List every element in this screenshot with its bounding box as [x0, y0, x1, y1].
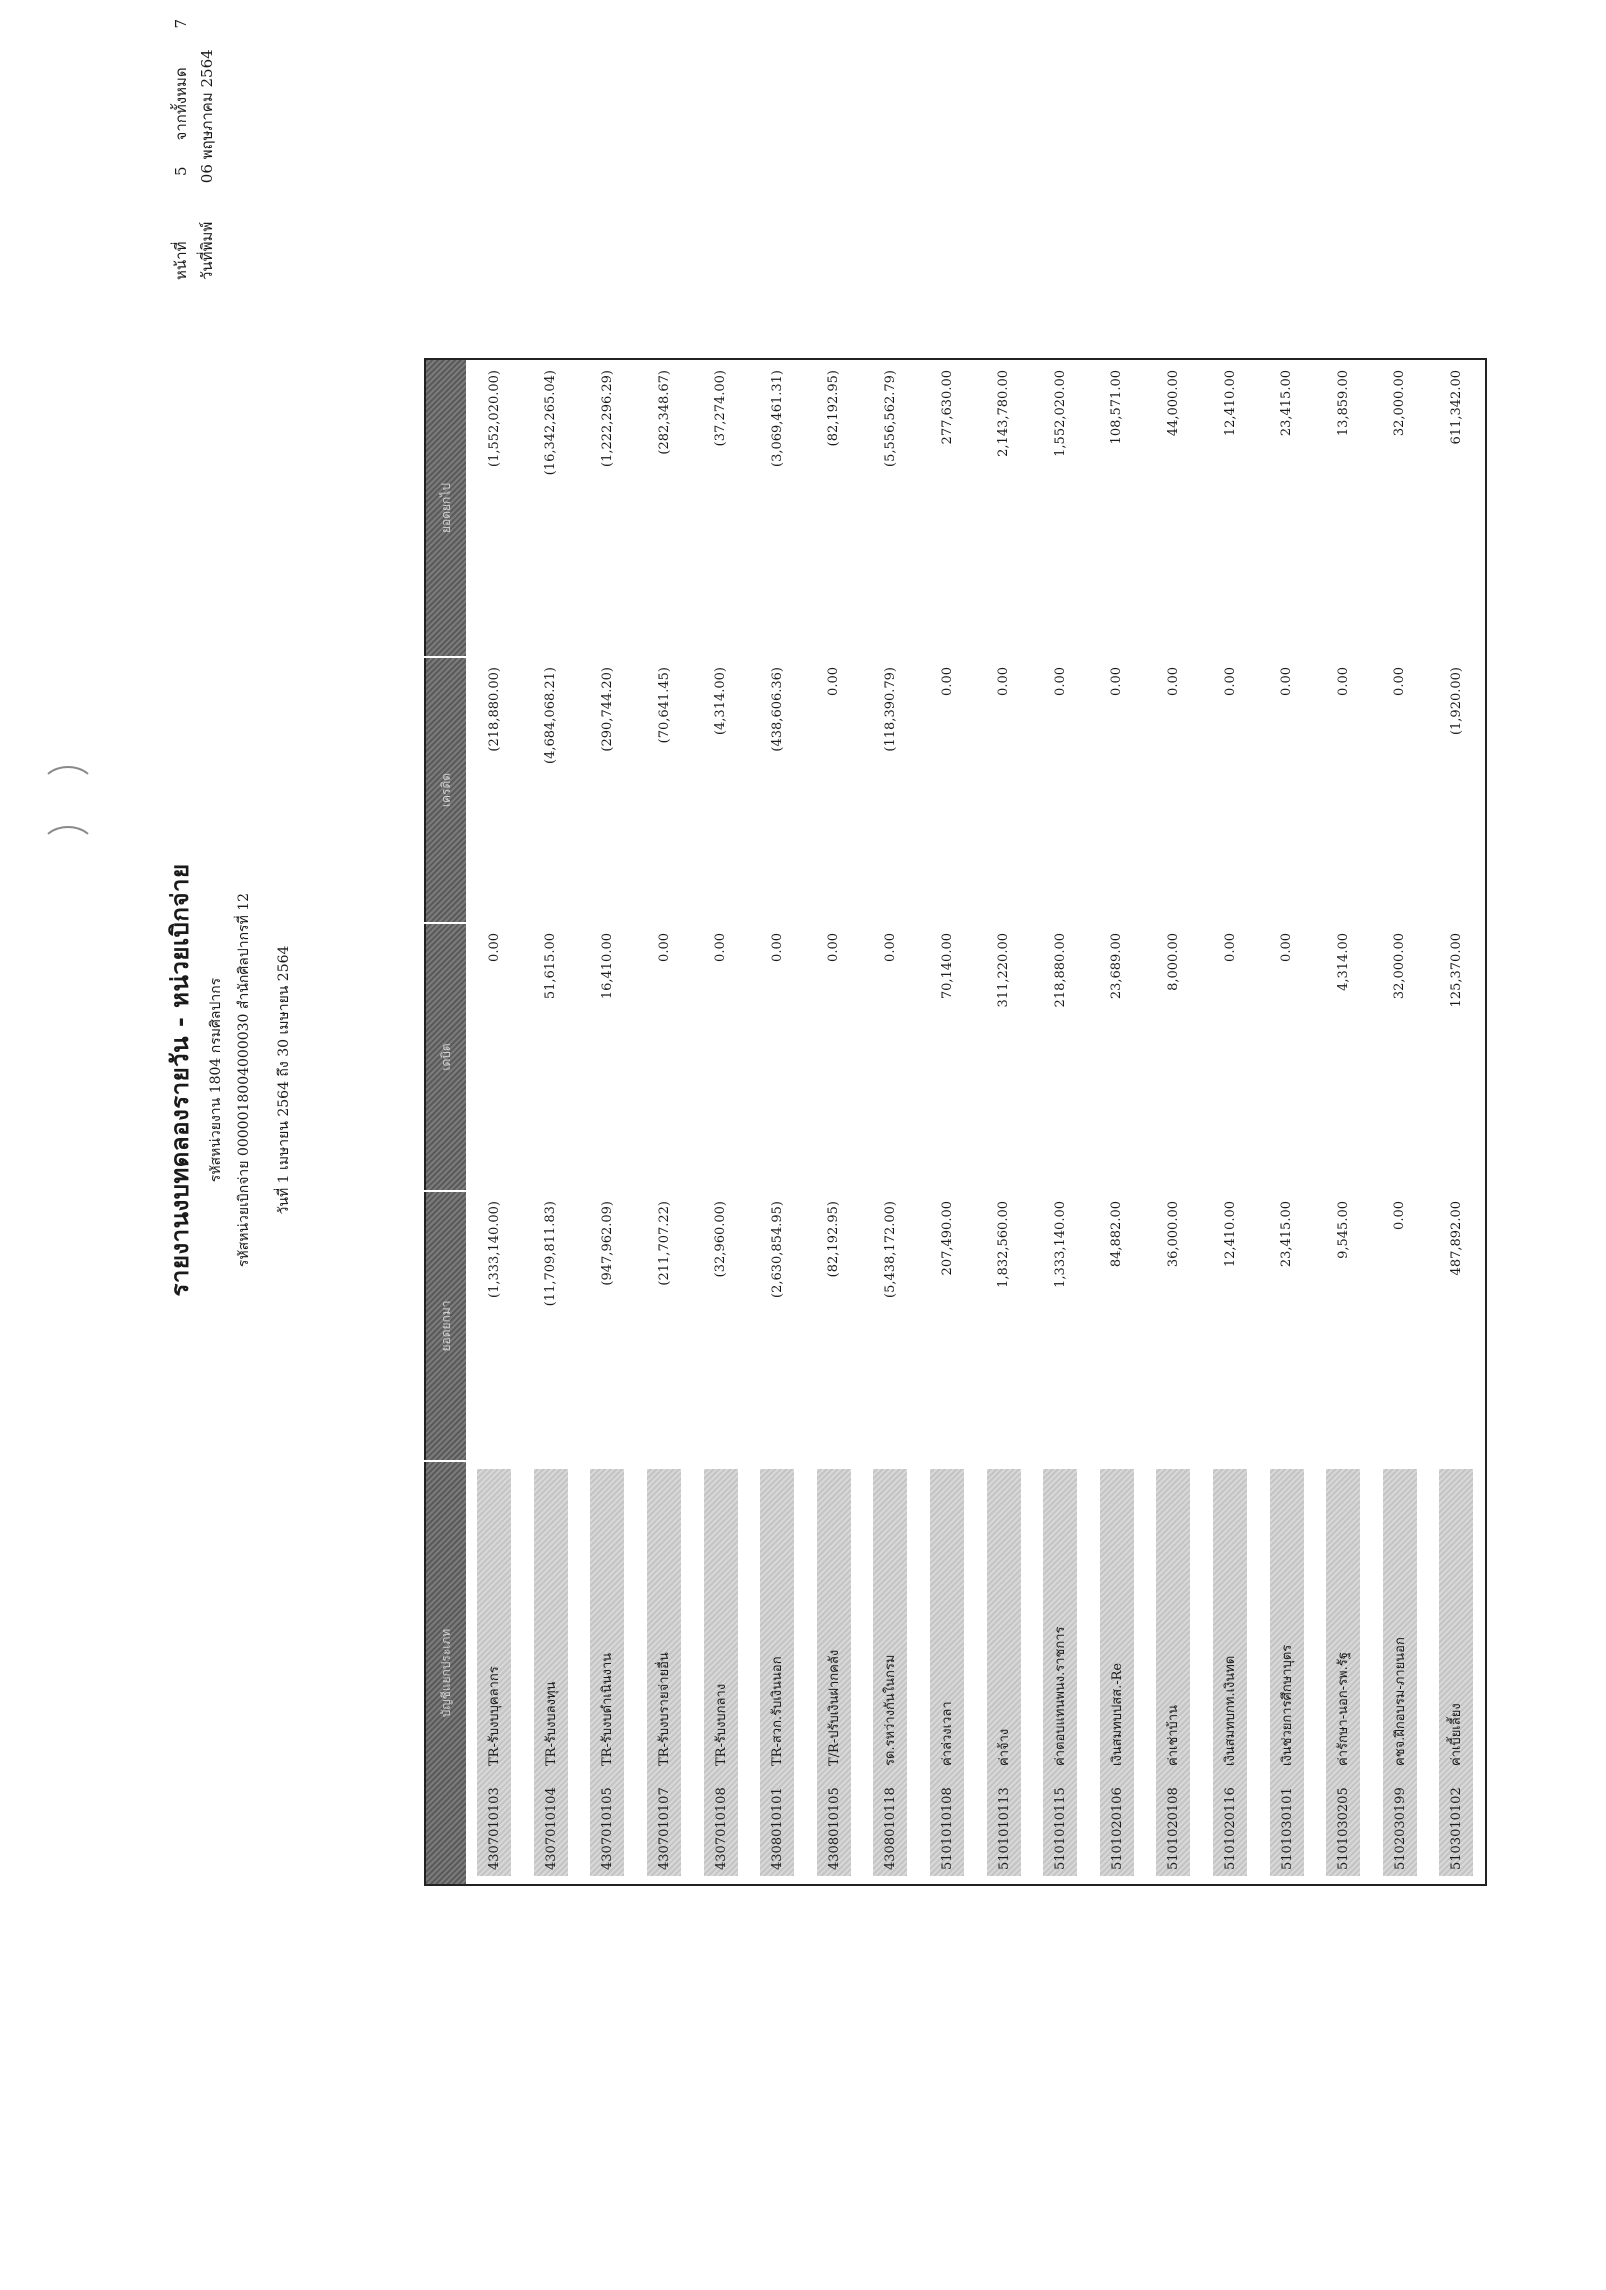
- debit-amount: 8,000.00: [1165, 933, 1181, 991]
- table-row: [1202, 359, 1259, 1885]
- closing-amount: (282,348.67): [656, 370, 672, 455]
- debit-amount: 16,410.00: [599, 933, 615, 1000]
- account-name: คชจ.ฝึกอบรม-ภายนอก: [1392, 1637, 1408, 1766]
- opening-amount: 207,490.00: [939, 1201, 955, 1276]
- closing-amount: (82,192.95): [826, 370, 842, 447]
- closing-amount: 2,143,780.00: [996, 370, 1012, 457]
- account-label: [1270, 1469, 1304, 1876]
- account-name: TR-รับงบกลาง: [713, 1683, 729, 1766]
- table-row: [1428, 359, 1486, 1885]
- credit-amount: (218,880.00): [486, 667, 502, 752]
- debit-amount: 0.00: [882, 933, 898, 962]
- closing-amount: 23,415.00: [1279, 370, 1295, 437]
- punch-hole-mark: [40, 766, 96, 810]
- account-cell: [1202, 1461, 1259, 1885]
- credit-amount: 0.00: [996, 667, 1012, 696]
- header-opening: ยอดยกมา: [425, 1191, 466, 1461]
- account-name: ค่าล่วงเวลา: [940, 1701, 956, 1766]
- credit-amount: 0.00: [1052, 667, 1068, 696]
- account-code: 5102030199: [1392, 1787, 1408, 1870]
- print-date-line: [194, 12, 220, 280]
- closing-amount: 277,630.00: [939, 370, 955, 445]
- account-code: 4308010118: [883, 1787, 899, 1870]
- header-account: บัญชีแยกประเภท: [425, 1461, 466, 1885]
- closing-amount: (1,552,020.00): [486, 370, 502, 467]
- closing-amount: (37,274.00): [713, 370, 729, 447]
- account-code: 4308010105: [826, 1787, 842, 1870]
- table-row: [1032, 359, 1089, 1885]
- closing-amount: 108,571.00: [1109, 370, 1125, 445]
- account-label: [1156, 1469, 1190, 1876]
- account-cell: [636, 1461, 693, 1885]
- closing-amount: 44,000.00: [1165, 370, 1181, 437]
- credit-amount: 0.00: [1222, 667, 1238, 696]
- closing-amount: (5,556,562.79): [882, 370, 898, 467]
- table-row: [975, 359, 1032, 1885]
- credit-amount: 0.00: [1109, 667, 1125, 696]
- account-name: TR-รับงบลงทุน: [543, 1681, 559, 1766]
- credit-amount: (438,606.36): [769, 667, 785, 752]
- opening-amount: (2,630,854.95): [769, 1201, 785, 1298]
- account-name: TR-รับงบดำเนินงาน: [600, 1652, 616, 1766]
- account-cell: [523, 1461, 580, 1885]
- account-label: [930, 1469, 964, 1876]
- account-name: TR-สวก.รับเงินนอก: [770, 1656, 786, 1766]
- debit-amount: 0.00: [1279, 933, 1295, 962]
- agency-line: รหัสหน่วยงาน 1804 กรมศิลปากร: [208, 977, 224, 1183]
- opening-amount: (32,960.00): [713, 1201, 729, 1278]
- credit-amount: (290,744.20): [599, 667, 615, 752]
- account-cell: [1145, 1461, 1202, 1885]
- opening-amount: (82,192.95): [826, 1201, 842, 1278]
- account-cell: [862, 1461, 919, 1885]
- header-credit: เครดิต: [425, 657, 466, 923]
- account-name: ค่าเช่าบ้าน: [1166, 1704, 1182, 1766]
- opening-amount: 12,410.00: [1222, 1201, 1238, 1268]
- credit-amount: (4,314.00): [713, 667, 729, 736]
- account-name: รด.รหว่างกันในกรม: [883, 1654, 899, 1766]
- report-date-range: วันที่ 1 เมษายน 2564 ถึง 30 เมษายน 2564: [276, 945, 292, 1215]
- debit-amount: 0.00: [769, 933, 785, 962]
- opening-amount: 1,832,560.00: [996, 1201, 1012, 1288]
- opening-amount: 487,892.00: [1448, 1201, 1464, 1276]
- opening-amount: 84,882.00: [1109, 1201, 1125, 1268]
- table-row: [579, 359, 636, 1885]
- closing-amount: 13,859.00: [1335, 370, 1351, 437]
- account-cell: [1315, 1461, 1372, 1885]
- credit-amount: 0.00: [939, 667, 955, 696]
- print-date: 06 พฤษภาคม 2564: [198, 49, 216, 184]
- header-closing: ยอดยกไป: [425, 359, 466, 657]
- trial-balance-table: [424, 358, 1487, 1886]
- account-code: 4308010101: [770, 1787, 786, 1870]
- account-cell: [1428, 1461, 1486, 1885]
- table-row: [692, 359, 749, 1885]
- punch-hole-mark: [40, 826, 96, 870]
- opening-amount: 0.00: [1392, 1201, 1408, 1230]
- account-code: 5103010102: [1449, 1787, 1465, 1870]
- debit-amount: 32,000.00: [1392, 933, 1408, 1000]
- account-label: [590, 1469, 624, 1876]
- disbursement-unit-line: รหัสหน่วยเบิกจ่าย 0000018004000030 สำนักศิลปากรที่ 12: [236, 892, 252, 1268]
- table-row: [523, 359, 580, 1885]
- account-label: [534, 1469, 568, 1876]
- account-code: 5101020108: [1166, 1787, 1182, 1870]
- table-row: [636, 359, 693, 1885]
- account-name: เงินสมทบกท.เงินทด: [1223, 1655, 1239, 1766]
- table-row: [749, 359, 806, 1885]
- account-cell: [1089, 1461, 1146, 1885]
- opening-amount: (5,438,172.00): [882, 1201, 898, 1298]
- page-number: 5: [172, 166, 190, 176]
- table-row: [806, 359, 863, 1885]
- opening-amount: (1,333,140.00): [486, 1201, 502, 1298]
- table-row: [1258, 359, 1315, 1885]
- debit-amount: 23,689.00: [1109, 933, 1125, 1000]
- account-label: [873, 1469, 907, 1876]
- report-header: [160, 730, 295, 1430]
- account-cell: [1032, 1461, 1089, 1885]
- account-cell: [975, 1461, 1032, 1885]
- account-cell: [919, 1461, 976, 1885]
- debit-amount: 51,615.00: [543, 933, 559, 1000]
- table-row: [1145, 359, 1202, 1885]
- account-code: 4307010103: [487, 1787, 503, 1870]
- credit-amount: (4,684,068.21): [543, 667, 559, 764]
- debit-amount: 311,220.00: [996, 933, 1012, 1008]
- account-label: [987, 1469, 1021, 1876]
- total-pages: 7: [172, 18, 190, 29]
- credit-amount: 0.00: [1165, 667, 1181, 696]
- account-name: ค่าเบี้ยเลี้ยง: [1449, 1703, 1465, 1766]
- account-label: [1213, 1469, 1247, 1876]
- table-header-row: [425, 359, 466, 1885]
- account-code: 4307010107: [657, 1787, 673, 1870]
- page-info: [168, 12, 220, 280]
- table-row: [919, 359, 976, 1885]
- account-cell: [1258, 1461, 1315, 1885]
- debit-amount: 0.00: [486, 933, 502, 962]
- closing-amount: 1,552,020.00: [1052, 370, 1068, 457]
- account-code: 5101010115: [1053, 1787, 1069, 1870]
- report-title: รายงานงบทดลองรายวัน - หน่วยเบิกจ่าย: [165, 863, 194, 1297]
- table-row: [1372, 359, 1429, 1885]
- account-name: TR-รับงบบุคลากร: [487, 1666, 503, 1766]
- table-row: [1089, 359, 1146, 1885]
- account-name: TR-รับงบรายจ่ายอื่น: [657, 1652, 673, 1766]
- credit-amount: 0.00: [826, 667, 842, 696]
- closing-amount: (3,069,461.31): [769, 370, 785, 467]
- account-cell: [1372, 1461, 1429, 1885]
- account-name: T/R-ปรับเงินฝากคลัง: [826, 1649, 842, 1766]
- debit-amount: 0.00: [713, 933, 729, 962]
- opening-amount: 36,000.00: [1165, 1201, 1181, 1268]
- account-code: 5101010113: [996, 1787, 1012, 1870]
- credit-amount: 0.00: [1392, 667, 1408, 696]
- account-cell: [806, 1461, 863, 1885]
- account-label: [477, 1469, 511, 1876]
- closing-amount: (1,222,296.29): [599, 370, 615, 467]
- debit-amount: 218,880.00: [1052, 933, 1068, 1008]
- header-debit: เดบิต: [425, 923, 466, 1191]
- page-number-line: [168, 12, 194, 280]
- account-label: [760, 1469, 794, 1876]
- credit-amount: (70,641.45): [656, 667, 672, 744]
- credit-amount: 0.00: [1279, 667, 1295, 696]
- closing-amount: 12,410.00: [1222, 370, 1238, 437]
- account-name: ค่ารักษา-นอก-รพ.รัฐ: [1336, 1652, 1352, 1766]
- account-cell: [579, 1461, 636, 1885]
- total-pages-label: จากทั้งหมด: [172, 67, 190, 141]
- table-body: [466, 359, 1486, 1885]
- account-code: 4307010105: [600, 1787, 616, 1870]
- account-label: [1326, 1469, 1360, 1876]
- opening-amount: (947,962.09): [599, 1201, 615, 1286]
- account-label: [1383, 1469, 1417, 1876]
- account-cell: [749, 1461, 806, 1885]
- account-code: 5101020116: [1223, 1787, 1239, 1870]
- account-cell: [692, 1461, 749, 1885]
- opening-amount: (211,707.22): [656, 1201, 672, 1286]
- opening-amount: 1,333,140.00: [1052, 1201, 1068, 1288]
- credit-amount: (118,390.79): [882, 667, 898, 752]
- debit-amount: 0.00: [826, 933, 842, 962]
- debit-amount: 4,314.00: [1335, 933, 1351, 991]
- opening-amount: (11,709,811.83): [543, 1201, 559, 1307]
- account-label: [647, 1469, 681, 1876]
- table-row: [466, 359, 523, 1885]
- closing-amount: 32,000.00: [1392, 370, 1408, 437]
- debit-amount: 70,140.00: [939, 933, 955, 1000]
- account-code: 5101010108: [940, 1787, 956, 1870]
- credit-amount: (1,920.00): [1448, 667, 1464, 736]
- debit-amount: 0.00: [1222, 933, 1238, 962]
- account-code: 5101030205: [1336, 1787, 1352, 1870]
- account-code: 5101020106: [1109, 1787, 1125, 1870]
- account-label: [1439, 1469, 1473, 1876]
- account-label: [1043, 1469, 1077, 1876]
- page-label: หน้าที่: [172, 241, 190, 280]
- account-name: ค่าตอบแทนพนง.ราชการ: [1053, 1626, 1069, 1766]
- account-label: [817, 1469, 851, 1876]
- print-date-label: วันที่พิมพ์: [198, 221, 216, 280]
- account-cell: [466, 1461, 523, 1885]
- account-name: ค่าจ้าง: [996, 1728, 1012, 1766]
- table-row: [1315, 359, 1372, 1885]
- table-row: [862, 359, 919, 1885]
- opening-amount: 9,545.00: [1335, 1201, 1351, 1259]
- account-name: เงินช่วยการศึกษาบุตร: [1279, 1644, 1295, 1766]
- closing-amount: 611,342.00: [1448, 370, 1464, 445]
- account-name: เงินสมทบปสส.-Re: [1109, 1662, 1125, 1766]
- opening-amount: 23,415.00: [1279, 1201, 1295, 1268]
- debit-amount: 0.00: [656, 933, 672, 962]
- debit-amount: 125,370.00: [1448, 933, 1464, 1008]
- account-code: 4307010104: [543, 1787, 559, 1870]
- closing-amount: (16,342,265.04): [543, 370, 559, 476]
- account-code: 4307010108: [713, 1787, 729, 1870]
- credit-amount: 0.00: [1335, 667, 1351, 696]
- account-code: 5101030101: [1279, 1787, 1295, 1870]
- account-label: [1100, 1469, 1134, 1876]
- account-label: [704, 1469, 738, 1876]
